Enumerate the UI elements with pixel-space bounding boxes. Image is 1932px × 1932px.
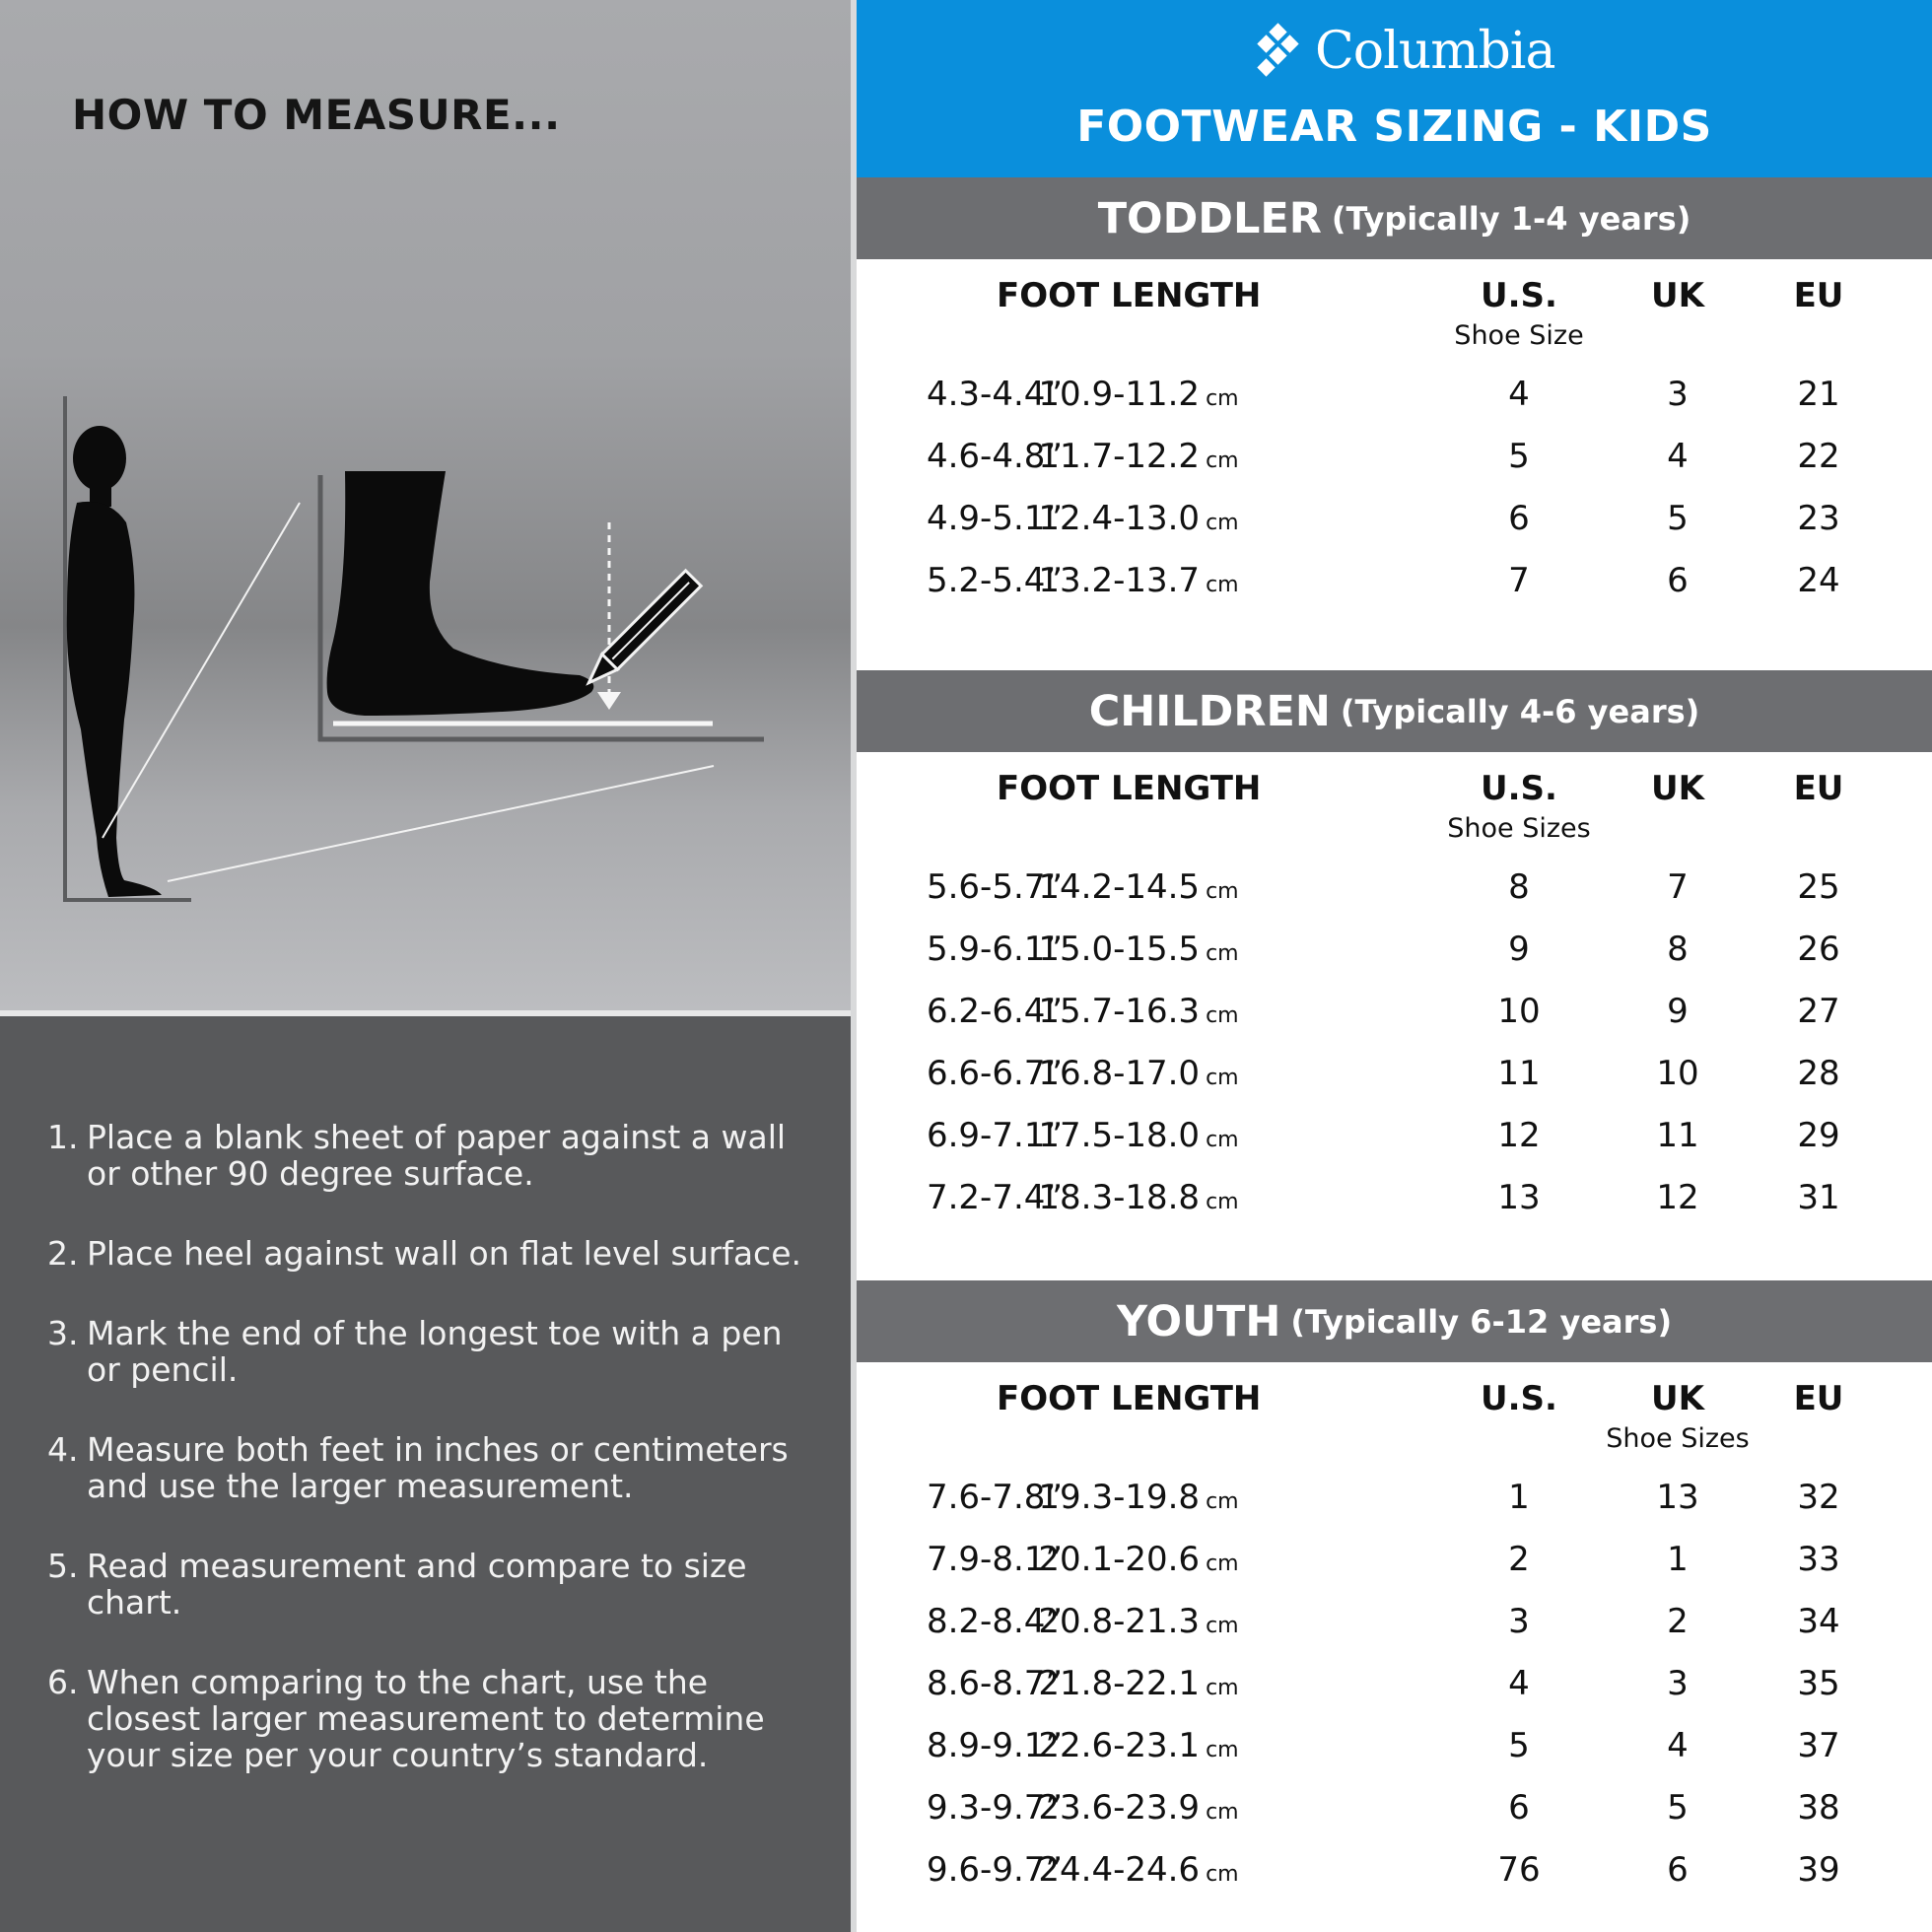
inch-range: 7.6-7.8” (926, 1478, 1064, 1517)
inch-range: 8.6-8.7” (926, 1664, 1064, 1703)
us-size: 1 (1508, 1478, 1530, 1517)
us-header: U.S. (1481, 276, 1557, 315)
cm-range: 24.4-24.6 cm (1038, 1850, 1239, 1890)
us-header: U.S. (1481, 1379, 1557, 1418)
section-name: YOUTH (1116, 1296, 1281, 1346)
shoe-size-note: Shoe Sizes (1606, 1423, 1750, 1454)
brand-logo-text: Columbia (1315, 22, 1555, 81)
us-size: 13 (1497, 1178, 1541, 1217)
columbia-diamond-icon (1250, 23, 1307, 80)
step-text: Mark the end of the longest toe with a pen or pencil. (87, 1314, 783, 1389)
step-text: Read measurement and compare to size chart. (87, 1547, 747, 1622)
eu-size: 26 (1797, 930, 1840, 969)
us-size: 11 (1497, 1054, 1541, 1093)
cm-range: 14.2-14.5 cm (1038, 867, 1239, 907)
shoe-size-note: Shoe Sizes (1447, 813, 1591, 844)
inch-range: 8.9-9.1” (926, 1726, 1064, 1765)
eu-size: 22 (1797, 437, 1840, 476)
section-children (857, 670, 1932, 1281)
uk-size: 11 (1656, 1116, 1699, 1155)
eu-size: 21 (1797, 375, 1840, 414)
foot-length-header: FOOT LENGTH (997, 276, 1262, 315)
section-header (857, 1280, 1932, 1362)
uk-size: 2 (1667, 1602, 1689, 1641)
cm-range: 22.6-23.1 cm (1038, 1726, 1239, 1765)
step-text: Place heel against wall on flat level surface. (87, 1234, 801, 1273)
section-age-range: (Typically 1-4 years) (1331, 199, 1691, 238)
table-row (857, 1726, 1932, 1775)
step-item (47, 1119, 816, 1192)
inch-range: 6.2-6.4” (926, 992, 1064, 1031)
cm-range: 23.6-23.9 cm (1038, 1788, 1239, 1828)
uk-size: 8 (1667, 930, 1689, 969)
child-silhouette-icon (67, 426, 162, 897)
table-row (857, 1054, 1932, 1103)
inch-range: 7.2-7.4” (926, 1178, 1064, 1217)
us-size: 8 (1508, 867, 1530, 907)
size-chart-panel (857, 0, 1932, 1932)
eu-size: 33 (1797, 1540, 1840, 1579)
uk-size: 5 (1667, 499, 1689, 538)
cm-range: 15.0-15.5 cm (1038, 930, 1239, 969)
table-row (857, 1478, 1932, 1527)
uk-size: 9 (1667, 992, 1689, 1031)
section-name: CHILDREN (1088, 686, 1331, 736)
cm-range: 16.8-17.0 cm (1038, 1054, 1239, 1093)
table-row (857, 437, 1932, 486)
us-header: U.S. (1481, 769, 1557, 808)
uk-size: 3 (1667, 375, 1689, 414)
cm-range: 19.3-19.8 cm (1038, 1478, 1239, 1517)
inch-range: 9.3-9.7” (926, 1788, 1064, 1828)
uk-size: 12 (1656, 1178, 1699, 1217)
table-row (857, 375, 1932, 424)
eu-size: 28 (1797, 1054, 1840, 1093)
eu-size: 27 (1797, 992, 1840, 1031)
table-row (857, 1602, 1932, 1651)
step-item (47, 1235, 816, 1272)
us-size: 5 (1508, 437, 1530, 476)
us-size: 10 (1497, 992, 1541, 1031)
step-number: 6. (47, 1663, 79, 1701)
step-item (47, 1431, 816, 1504)
step-number: 4. (47, 1430, 79, 1469)
inch-range: 5.9-6.1” (926, 930, 1064, 969)
cm-range: 11.7-12.2 cm (1038, 437, 1239, 476)
eu-size: 32 (1797, 1478, 1840, 1517)
eu-size: 38 (1797, 1788, 1840, 1828)
step-text: When comparing to the chart, use the closest larger measurement to determine your size per your country’s standard. (87, 1663, 765, 1774)
uk-size: 13 (1656, 1478, 1699, 1517)
step-number: 3. (47, 1314, 79, 1352)
step-number: 5. (47, 1547, 79, 1585)
inch-range: 6.6-6.7” (926, 1054, 1064, 1093)
uk-header: UK (1651, 276, 1704, 315)
uk-size: 1 (1667, 1540, 1689, 1579)
eu-size: 31 (1797, 1178, 1840, 1217)
brand-logo (1250, 20, 1554, 83)
table-row (857, 992, 1932, 1041)
cm-range: 18.3-18.8 cm (1038, 1178, 1239, 1217)
section-header (857, 177, 1932, 259)
foot-length-header: FOOT LENGTH (997, 1379, 1262, 1418)
table-row (857, 867, 1932, 917)
uk-size: 7 (1667, 867, 1689, 907)
measure-steps-list (47, 1119, 816, 1817)
shoe-size-note: Shoe Size (1454, 320, 1584, 351)
table-row (857, 1664, 1932, 1713)
table-row (857, 1116, 1932, 1165)
uk-size: 4 (1667, 1726, 1689, 1765)
cm-range: 13.2-13.7 cm (1038, 561, 1239, 600)
inch-range: 4.9-5.1” (926, 499, 1064, 538)
eu-size: 23 (1797, 499, 1840, 538)
cm-range: 10.9-11.2 cm (1038, 375, 1239, 414)
step-item (47, 1664, 816, 1773)
eu-size: 35 (1797, 1664, 1840, 1703)
table-row (857, 930, 1932, 979)
step-text: Place a blank sheet of paper against a wall or other 90 degree surface. (87, 1118, 787, 1193)
eu-size: 39 (1797, 1850, 1840, 1890)
us-size: 9 (1508, 930, 1530, 969)
foot-icon (327, 471, 594, 716)
us-size: 4 (1508, 1664, 1530, 1703)
step-item (47, 1548, 816, 1621)
us-size: 4 (1508, 375, 1530, 414)
table-row (857, 1850, 1932, 1899)
brand-header (857, 0, 1932, 177)
table-row (857, 499, 1932, 548)
us-size: 2 (1508, 1540, 1530, 1579)
section-age-range: (Typically 6-12 years) (1290, 1302, 1673, 1341)
uk-header: UK (1651, 1379, 1704, 1418)
pencil-icon (582, 571, 702, 691)
inch-range: 8.2-8.4” (926, 1602, 1064, 1641)
section-header (857, 670, 1932, 752)
cm-range: 15.7-16.3 cm (1038, 992, 1239, 1031)
uk-size: 5 (1667, 1788, 1689, 1828)
uk-size: 6 (1667, 561, 1689, 600)
eu-header: EU (1793, 1379, 1844, 1418)
eu-size: 25 (1797, 867, 1840, 907)
section-youth (857, 1280, 1932, 1932)
chart-title: FOOTWEAR SIZING - KIDS (1076, 102, 1712, 152)
foot-length-header: FOOT LENGTH (997, 769, 1262, 808)
step-number: 1. (47, 1118, 79, 1156)
table-row (857, 1178, 1932, 1227)
step-text: Measure both feet in inches or centimeters and use the larger measurement. (87, 1430, 789, 1505)
table-row (857, 1540, 1932, 1589)
cm-range: 20.8-21.3 cm (1038, 1602, 1239, 1641)
inch-range: 9.6-9.7” (926, 1850, 1064, 1890)
inch-range: 5.2-5.4” (926, 561, 1064, 600)
inch-range: 5.6-5.7” (926, 867, 1064, 907)
table-row (857, 1788, 1932, 1837)
section-toddler (857, 177, 1932, 670)
table-row (857, 561, 1932, 610)
step-number: 2. (47, 1234, 79, 1273)
foot-measuring-illustration (39, 375, 789, 927)
inch-range: 6.9-7.1” (926, 1116, 1064, 1155)
eu-size: 34 (1797, 1602, 1840, 1641)
us-size: 6 (1508, 499, 1530, 538)
how-to-measure-title: HOW TO MEASURE... (72, 91, 561, 139)
us-size: 3 (1508, 1602, 1530, 1641)
uk-size: 6 (1667, 1850, 1689, 1890)
eu-header: EU (1793, 276, 1844, 315)
eu-size: 29 (1797, 1116, 1840, 1155)
inch-range: 7.9-8.1” (926, 1540, 1064, 1579)
uk-size: 3 (1667, 1664, 1689, 1703)
uk-header: UK (1651, 769, 1704, 808)
us-size: 5 (1508, 1726, 1530, 1765)
eu-header: EU (1793, 769, 1844, 808)
section-age-range: (Typically 4-6 years) (1340, 692, 1700, 730)
us-size: 7 (1508, 561, 1530, 600)
section-name: TODDLER (1097, 193, 1322, 243)
us-size: 76 (1497, 1850, 1541, 1890)
cm-range: 21.8-22.1 cm (1038, 1664, 1239, 1703)
uk-size: 4 (1667, 437, 1689, 476)
us-size: 6 (1508, 1788, 1530, 1828)
cm-range: 17.5-18.0 cm (1038, 1116, 1239, 1155)
cm-range: 12.4-13.0 cm (1038, 499, 1239, 538)
inch-range: 4.3-4.4” (926, 375, 1064, 414)
eu-size: 37 (1797, 1726, 1840, 1765)
uk-size: 10 (1656, 1054, 1699, 1093)
cm-range: 20.1-20.6 cm (1038, 1540, 1239, 1579)
inch-range: 4.6-4.8” (926, 437, 1064, 476)
eu-size: 24 (1797, 561, 1840, 600)
us-size: 12 (1497, 1116, 1541, 1155)
step-item (47, 1315, 816, 1388)
